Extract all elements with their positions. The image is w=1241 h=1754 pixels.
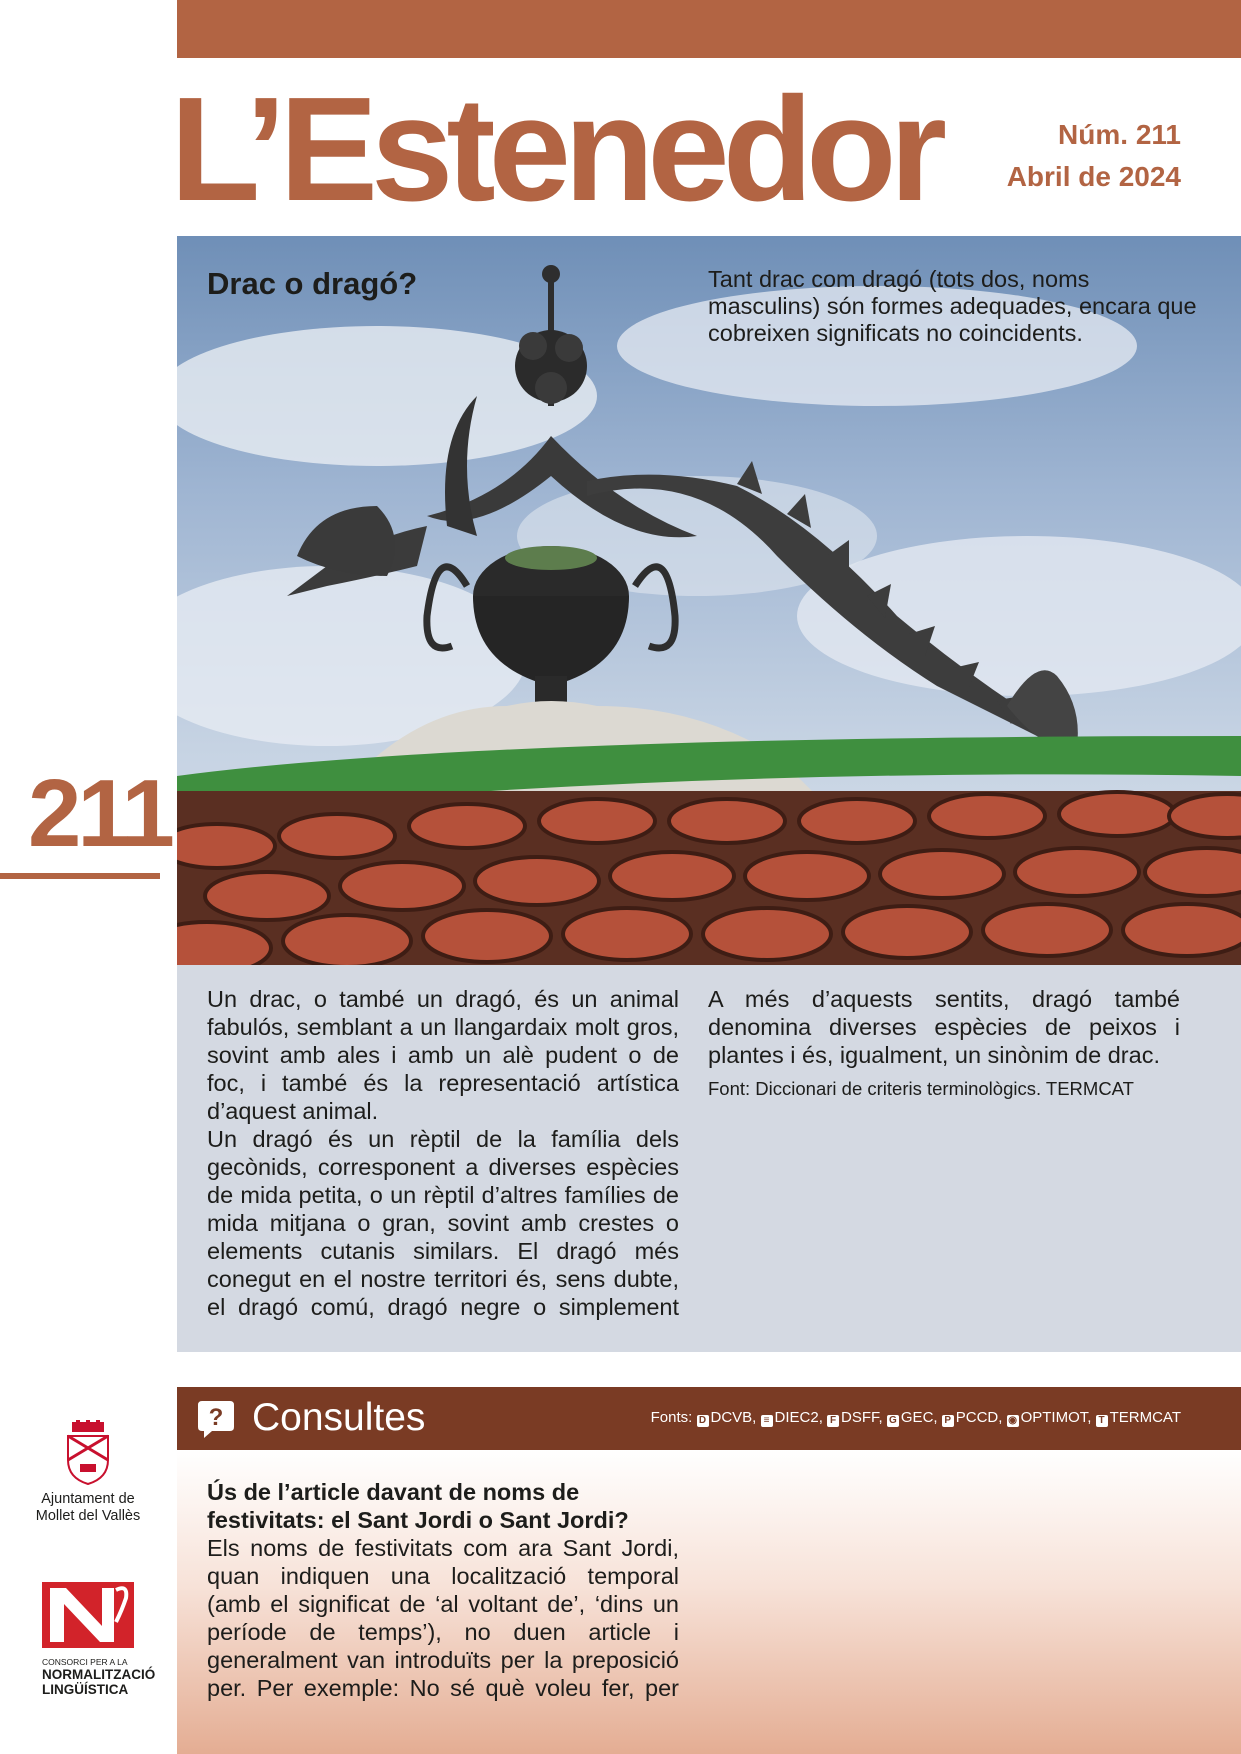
- hero-photo: [177, 236, 1241, 965]
- question-heading: Ús de l’article davant de noms de festivitats: el Sant Jordi o Sant Jordi?: [207, 1479, 629, 1533]
- article-source: Font: Diccionari de criteris terminològics. TERMCAT: [708, 1078, 1134, 1099]
- consultes-sources: [651, 1409, 1181, 1427]
- issue-info: [1007, 114, 1181, 198]
- article-column-1: [207, 985, 679, 1321]
- dcvb-icon: D: [697, 1415, 709, 1427]
- source-termcat[interactable]: T TERMCAT: [1096, 1409, 1181, 1427]
- issue-date: Abril de 2024: [1006, 161, 1181, 192]
- gec-icon: G: [887, 1415, 899, 1427]
- pccd-icon: P: [942, 1415, 954, 1427]
- consultes-title: Consultes: [252, 1396, 426, 1439]
- feature-title: Drac o dragó?: [207, 266, 418, 301]
- article-paragraph-2: Un dragó és un rèptil de la família dels gecònids, corresponent a diverses espècies de mida petita, o un rèptil d’altres famílies de mida mitjana o gran, sovint amb crestes o elements cutanis similars. El dragó més conegut en el nostre territori és, sens dubte, el dragó comú, dragó negre o simplement: [207, 1126, 679, 1320]
- consultes-column-1: [207, 1478, 679, 1702]
- sources-label: Fonts:: [650, 1409, 693, 1426]
- consultes-header: [177, 1387, 1241, 1450]
- source-gec[interactable]: G GEC,: [887, 1409, 938, 1427]
- mollet-label: Ajuntament de Mollet del Vallès: [35, 1491, 141, 1524]
- feature-lead: Tant drac com dragó (tots dos, noms masculins) són formes adequades, encara que cobreixen significats no coincidents.: [708, 266, 1197, 346]
- mollet-logo: [28, 1420, 148, 1525]
- optimot-icon: ◉: [1008, 1415, 1017, 1426]
- issue-number: Núm. 211: [1058, 119, 1181, 150]
- source-diec2[interactable]: ≡ DIEC2,: [761, 1409, 823, 1427]
- source-pccd[interactable]: P PCCD,: [942, 1409, 1003, 1427]
- top-color-bar: [177, 0, 1241, 58]
- side-issue-number: 211: [28, 760, 171, 867]
- question-bubble-icon: [196, 1399, 236, 1439]
- svg-text:?: ?: [208, 1404, 224, 1431]
- cpnl-line-1: CONSORCI PER A LA: [42, 1657, 128, 1667]
- source-optimot[interactable]: ◉ OPTIMOT,: [1008, 1409, 1092, 1426]
- mollet-coat-of-arms-icon: [66, 1420, 110, 1486]
- consultes-body: [177, 1450, 1241, 1754]
- answer-text: Els noms de festivitats com ara Sant Jordi, quan indiquen una localització temporal (amb el significat de ‘al voltant de’, ‘dins un període de temps’), no duen article i generalment van introduïts per la preposició per. Per exemple: No sé què voleu fer, per: [207, 1535, 679, 1701]
- publication-title: L’Estenedor: [170, 67, 941, 232]
- source-dcvb[interactable]: D DCVB,: [697, 1409, 757, 1427]
- cpnl-line-3: LINGÜÍSTICA: [42, 1682, 129, 1697]
- diec2-icon: ≡: [761, 1415, 773, 1427]
- cpnl-logo: [42, 1582, 156, 1697]
- cpnl-line-2: NORMALITZACIÓ: [42, 1667, 156, 1682]
- dsff-icon: F: [827, 1415, 839, 1427]
- cpnl-n-icon: [42, 1582, 134, 1648]
- article-paragraph-3: A més d’aquests sentits, dragó també denomina diverses espècies de peixos i plantes i és, igualment, un sinònim de drac.: [708, 986, 1180, 1068]
- source-dsff[interactable]: F DSFF,: [827, 1409, 883, 1427]
- article-paragraph-1: Un drac, o també un dragó, és un animal fabulós, semblant a un llangardaix molt gros, sovint amb ales i amb un alè pudent o de foc, i també és la representació artística d’aquest animal.: [207, 986, 679, 1124]
- side-number-rule: [0, 873, 160, 879]
- termcat-icon: T: [1096, 1415, 1108, 1427]
- article-column-2: [708, 985, 1180, 1101]
- feature-article: [177, 965, 1241, 1352]
